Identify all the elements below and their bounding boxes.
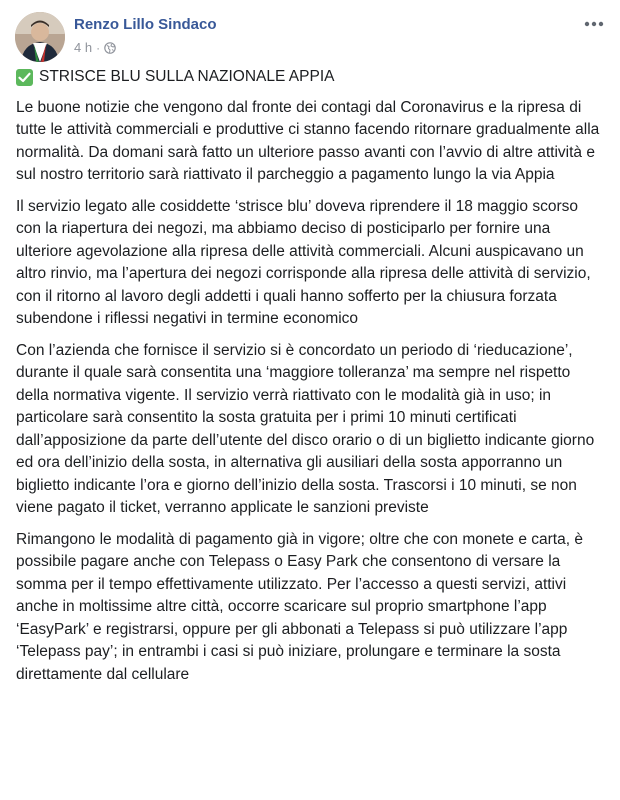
avatar[interactable] [15,12,65,62]
post-paragraph: Il servizio legato alle cosiddette ‘strisce blu’ doveva riprendere il 18 maggio scorso con la riapertura dei negozi, ma abbiamo deciso di posticiparlo per fornire una ulteriore agevolazione alla ripresa delle attività commerciali. Alcuni auspicavano un altro rinvio, ma l’apertura dei negozi corrisponde alla ripresa delle attività di servizio, con il ritorno al lavoro degli addetti i quali hanno sofferto per la chiusura forzata subendone i riflessi negativi in termine economico [16,197,591,327]
post-time[interactable]: 4 h [74,40,93,55]
author-name[interactable]: Renzo Lillo Sindaco [74,16,217,33]
post-header [12,8,608,58]
post-paragraph: Le buone notizie che vengono dal fronte dei contagi dal Coronavirus e la ripresa di tutte le attività commerciali e produttive ci stanno facendo ritornare gradualmente alla normalità. Da domani sarà fatto un ulteriore passo avanti con l’avvio di altre attività e sul nostro territorio sarà riattivato il parcheggio a pagamento lungo la via Appia [16,98,600,183]
post-paragraph: Con l’azienda che fornisce il servizio si è concordato un periodo di ‘rieducazione’, durante il quale sarà consentita una ‘maggiore tolleranza’ ma sempre nel rispetto della normativa vigente. Il servizio verrà riattivato con le modalità già in uso; in particolare sarà consentito la sosta gratuita per i primi 10 minuti certificati dall’apposizione da parte dell’utente del disco orario o di un biglietto indicante giorno ed ora dell’inizio della sosta, in alternativa gli ausiliari della sosta apporranno un biglietto indicante l’ora e giorno dell’inizio della sosta. Trascorsi i 10 minuti, se non viene pagato il ticket, verranno applicate le sanzioni previste [16,341,595,516]
check-mark-icon [16,69,33,86]
more-dots-icon[interactable] [580,14,608,34]
post-title: STRISCE BLU SULLA NAZIONALE APPIA [39,68,335,85]
post-body [16,66,606,695]
post-paragraph: Rimangono le modalità di pagamento già in vigore; oltre che con monete e carta, è possibile pagare anche con Telepass o Easy Park che consentono di versare la somma per il tempo effettivamente utilizzato. Per l’accesso a questi servizi, attivi anche in moltissime altre città, occorre scaricare sul proprio smartphone l’app ‘EasyPark’ e registrarsi, oppure per gli abbonati a Telepass si può utilizzare l’app ‘Telepass pay’; in entrambi i casi si può iniziare, prolungare e terminare la sosta direttamente dal cellulare [16,530,583,683]
globe-icon[interactable] [104,42,116,54]
post-title-line [16,66,606,89]
post-meta [74,40,116,55]
meta-separator: · [96,40,101,55]
avatar-photo-icon [15,12,65,62]
